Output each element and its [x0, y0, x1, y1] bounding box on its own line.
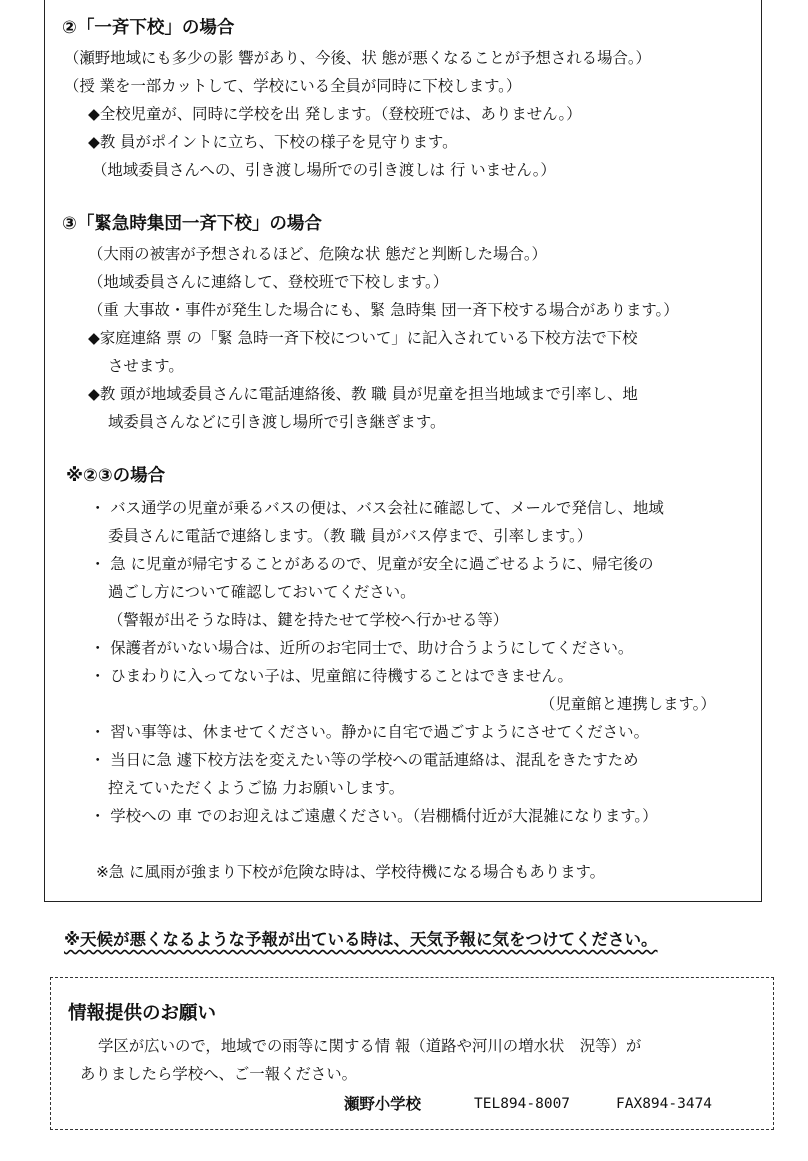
common-line: （児童館と連携します。） [540, 695, 716, 713]
section2-line: （地域委員さんへの、引き渡し場所での引き渡しは 行 いません。） [92, 161, 556, 179]
common-heading: ※②③の場合 [66, 466, 166, 486]
section3-line: （重 大事故・事件が発生した場合にも、緊 急時集 団一斉下校する場合があります。） [88, 301, 679, 319]
section2-line: （授 業を一部カットして、学校にいる全員が同時に下校します。） [64, 77, 522, 95]
common-line: ・ 保護者がいない場合は、近所のお宅同士で、助け合うようにしてください。 [90, 639, 634, 657]
common-line: 過ごし方について確認しておいてください。 [108, 583, 416, 601]
section2-heading: ②「一斉下校」の場合 [62, 18, 235, 38]
common-line: ・ 当日に急 遽下校方法を変えたい等の学校への電話連絡は、混乱をきたすため [90, 751, 639, 769]
info-body-line: ありましたら学校へ、ご一報ください。 [80, 1065, 358, 1083]
common-line: （警報が出そうな時は、鍵を持たせて学校へ行かせる等） [108, 611, 509, 629]
info-body-line: 学区が広いので，地域での雨等に関する情 報（道路や河川の増水状 況等）が [98, 1037, 642, 1055]
section3-line: （大雨の被害が予想されるほど、危険な状 態だと判断した場合。） [88, 245, 547, 263]
school-name: 瀬野小学校 [344, 1095, 421, 1113]
common-line: 控えていただくようご協 力お願いします。 [108, 779, 405, 797]
section2-line: ◆全校児童が、同時に学校を出 発します。（登校班では、ありません。） [88, 105, 582, 123]
common-line: ・ 急 に児童が帰宅することがあるので、児童が安全に過ごせるように、帰宅後の [90, 555, 654, 573]
section3-line: （地域委員さんに連絡して、登校班で下校します。） [88, 273, 449, 291]
section2-line: ◆教 員がポイントに立ち、下校の様子を見守ります。 [88, 133, 458, 151]
common-line: ・ 習い事等は、休ませてください。静かに自宅で過ごすようにさせてください。 [90, 723, 649, 741]
fax-number: FAX894-3474 [616, 1096, 713, 1112]
section3-line: ◆家庭連絡 票 の「緊 急時一斉下校について」に記入されている下校方法で下校 [88, 329, 638, 347]
common-line: ・ バス通学の児童が乗るバスの便は、バス会社に確認して、メールで発信し、地域 [90, 499, 664, 517]
tel-number: TEL894-8007 [474, 1096, 571, 1112]
weather-note: ※天候が悪くなるような予報が出ている時は、天気予報に気をつけてください。 [64, 930, 658, 949]
section3-line: させます。 [108, 357, 184, 375]
common-line: 委員さんに電話で連絡します。（教 職 員がバス停まで、引率します。） [108, 527, 593, 545]
common-line: ・ 学校への 車 でのお迎えはご遠慮ください。（岩棚橋付近が大混雑になります。） [90, 807, 658, 825]
common-line: ・ ひまわりに入ってない子は、児童館に待機することはできません。 [90, 667, 573, 685]
section3-heading: ③「緊急時集団一斉下校」の場合 [62, 214, 322, 234]
section2-line: （瀬野地域にも多少の影 響があり、今後、状 態が悪くなることが予想される場合。） [64, 49, 651, 67]
common-line: ※急 に風雨が強まり下校が危険な時は、学校待機になる場合もあります。 [96, 863, 606, 881]
info-heading: 情報提供のお願い [68, 1003, 217, 1024]
section3-line: ◆教 頭が地域委員さんに電話連絡後、教 職 員が児童を担当地域まで引率し、地 [88, 385, 638, 403]
section3-line: 域委員さんなどに引き渡し場所で引き継ぎます。 [108, 413, 446, 431]
